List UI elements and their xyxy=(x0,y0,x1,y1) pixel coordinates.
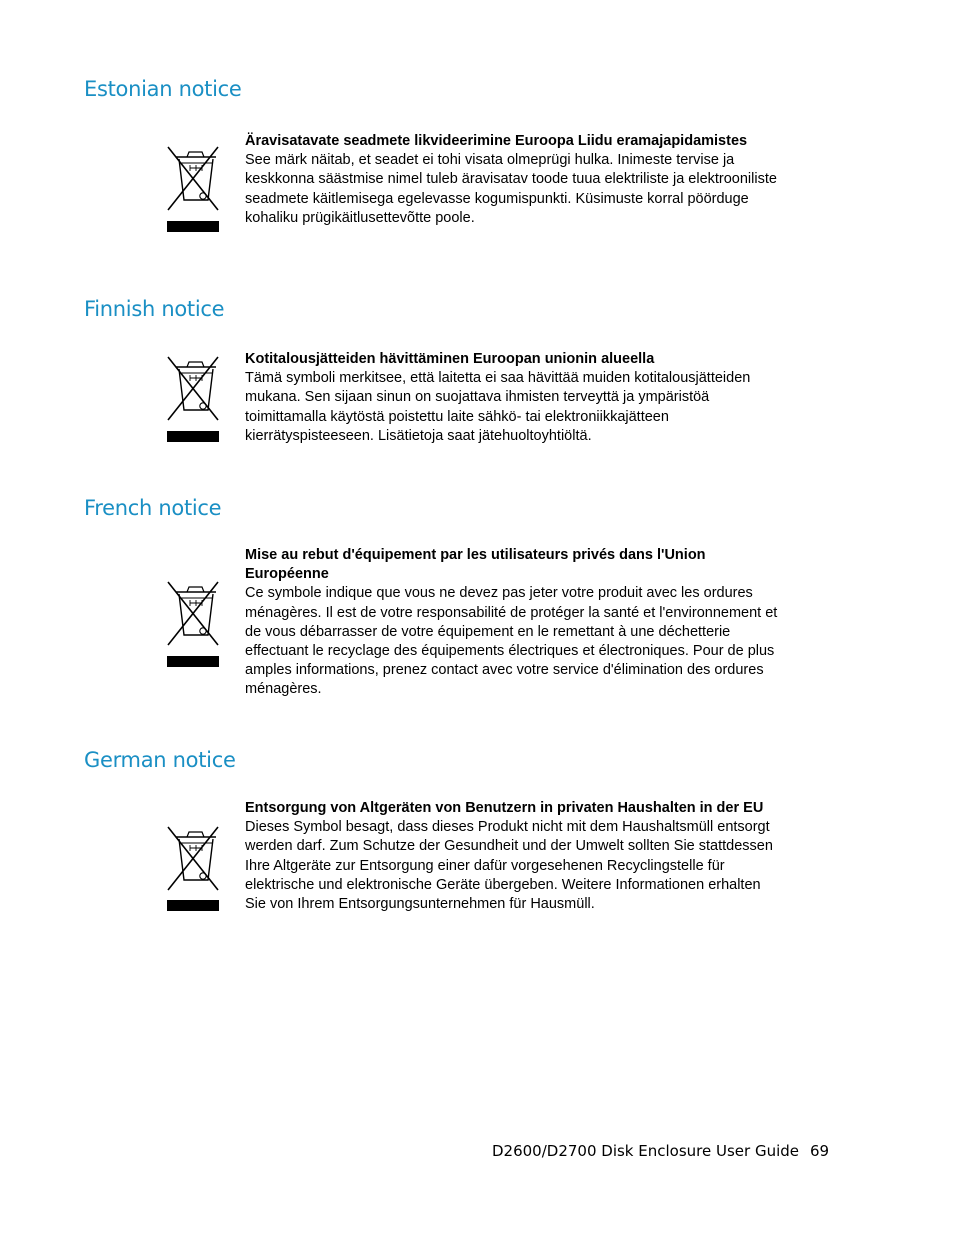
section-heading-german: German notice xyxy=(84,748,236,772)
notice-title: Äravisatavate seadmete likvideerimine Euroopa Liidu eramajapidamistes xyxy=(245,133,748,149)
page-number: 69 xyxy=(810,1142,830,1160)
notice-estonian xyxy=(245,132,785,228)
notice-title: Mise au rebut d'équipement par les utilisateurs privés dans l'Union Européenne xyxy=(245,547,706,583)
notice-body: Tämä symboli merkitsee, että laitetta ei saa hävittää muiden kotitalousjätteiden mukana. Sen sijaan sinun on suojattava ihmisten terveyttä ja ympäristöä toimittamalla käytöstä poistettu laite sähkö- tai elektroniikkajätteen kierrätyspisteeseen. Lisätietoja saat jätehuoltoyhtiöltä. xyxy=(245,370,751,444)
notice-french xyxy=(245,546,785,700)
weee-bar xyxy=(167,900,219,911)
guide-title: D2600/D2700 Disk Enclosure User Guide xyxy=(492,1142,799,1160)
crossed-out-wheelie-bin-icon xyxy=(166,575,220,649)
weee-bin-icon xyxy=(166,140,220,234)
notice-title: Kotitalousjätteiden hävittäminen Euroopan unionin alueella xyxy=(245,351,655,367)
notice-body: Dieses Symbol besagt, dass dieses Produkt nicht mit dem Haushaltsmüll entsorgt werden darf. Zum Schutze der Gesundheit und der Umwelt sollten Sie stattdessen Ihre Altgeräte zur Entsorgung einer dafür vorgesehenen Recyclingstelle für elektrische und elektronische Geräte übergeben. Weitere Informationen erhalten Sie von Ihrem Entsorgungsunternehmen für Hausmüll. xyxy=(245,819,773,913)
crossed-out-wheelie-bin-icon xyxy=(166,140,220,214)
notice-title: Entsorgung von Altgeräten von Benutzern in privaten Haushalten in der EU xyxy=(245,800,764,816)
notice-body: Ce symbole indique que vous ne devez pas jeter votre produit avec les ordures ménagères. Il est de votre responsabilité de protéger la santé et l'environnement et de vous débarrasser de votre équipement en le remettant à une déchetterie effectuant le recyclage des équipements électriques et électroniques. Pour de plus amples informations, prenez contact avec votre service d'élimination des ordures ménagères. xyxy=(245,585,778,698)
weee-bar xyxy=(167,431,219,442)
weee-bin-icon xyxy=(166,575,220,669)
section-heading-french: French notice xyxy=(84,496,222,520)
weee-bar xyxy=(167,656,219,667)
crossed-out-wheelie-bin-icon xyxy=(166,820,220,894)
weee-bar xyxy=(167,221,219,232)
notice-body: See märk näitab, et seadet ei tohi visata olmeprügi hulka. Inimeste tervise ja keskkonna säästmise nimel tuleb äravisatav toode tuua elektriliste ja elektrooniliste seadmete käitlemisega egelevasse kogumispunkti. Küsimuste korral pöörduge kohaliku prügikäitlusettevõtte poole. xyxy=(245,152,777,226)
crossed-out-wheelie-bin-icon xyxy=(166,350,220,424)
weee-bin-icon xyxy=(166,820,220,914)
section-heading-finnish: Finnish notice xyxy=(84,297,225,321)
notice-finnish xyxy=(245,350,785,446)
weee-bin-icon xyxy=(166,350,220,444)
section-heading-estonian: Estonian notice xyxy=(84,77,242,101)
page-footer xyxy=(492,1142,830,1160)
notice-german xyxy=(245,799,785,914)
